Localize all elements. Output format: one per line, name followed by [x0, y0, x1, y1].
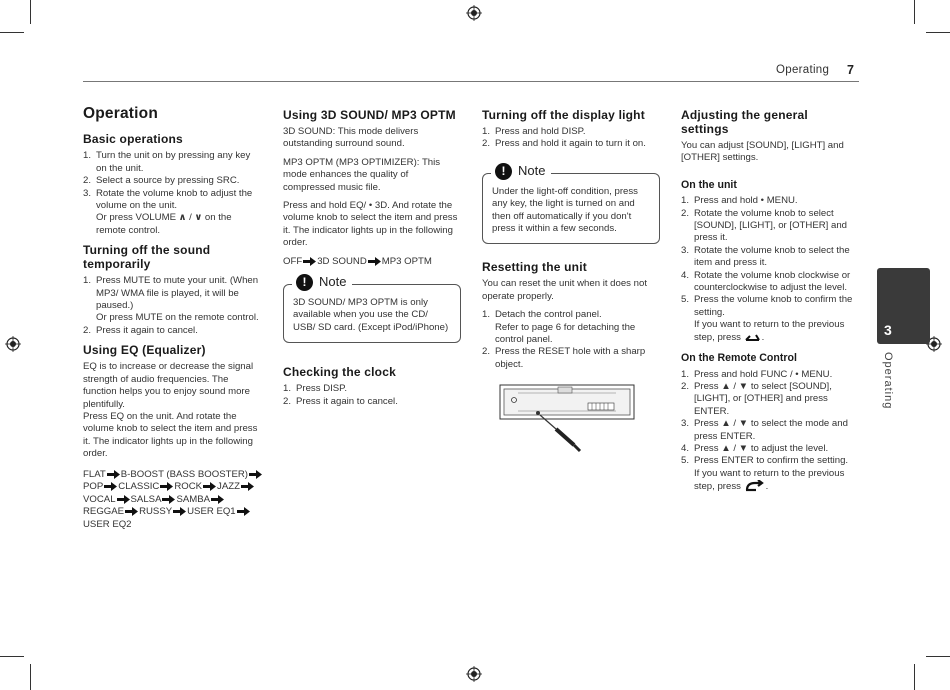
paragraph: You can reset the unit when it does not operate properly. [482, 278, 647, 302]
paragraph: Press and hold EQ/ • 3D. And rotate the volume knob to select the item and press it. The indicator lights up in the following order. [283, 200, 458, 249]
exclamation-icon: ! [296, 274, 313, 291]
crop-mark [0, 656, 24, 657]
note-header: ! Note [491, 163, 551, 180]
crop-mark [914, 664, 915, 690]
volume-down-icon: ∨ [194, 212, 203, 224]
list-item: 2. Press the RESET hole with a sharp object. [482, 346, 646, 370]
arrow-right-icon [107, 470, 120, 479]
sequence-item: SALSA [130, 493, 162, 505]
arrow-right-icon [249, 470, 262, 479]
eq-intro: EQ is to increase or decrease the signal strength of audio frequencies. The function helps you to enjoy sound more plentifully. [83, 361, 254, 410]
section-heading: Adjusting the general settings [681, 108, 808, 136]
subsection-heading: On the Remote Control [681, 352, 797, 365]
section-heading: Using EQ (Equalizer) [83, 343, 206, 358]
arrow-right-icon [117, 495, 130, 504]
arrow-right-icon [173, 507, 186, 516]
list-item: 5. Press ENTER to confirm the setting. If you want to return to the previous step, press . [681, 455, 849, 493]
on-unit-list [681, 195, 859, 344]
mute-list [83, 275, 263, 337]
arrow-right-icon [203, 482, 216, 491]
sound3d-sequence [283, 256, 461, 268]
column-3 [482, 106, 660, 460]
sequence-item: CLASSIC [118, 481, 160, 493]
chapter-tab-label: Operating [882, 352, 894, 410]
arrow-right-icon [160, 482, 173, 491]
list-item: 3. Press ▲ / ▼ to select the mode and press ENTER. [681, 418, 848, 442]
sequence-item: MP3 OPTM [381, 255, 432, 267]
sequence-item: SAMBA [176, 493, 211, 505]
list-item: 2. Press it again to cancel. [83, 324, 198, 336]
arrow-right-icon [125, 507, 138, 516]
header-rule [83, 81, 859, 82]
list-item: 5. Press the volume knob to confirm the setting. If you want to return to the previous step, press . [681, 294, 853, 343]
list-item: 3. Rotate the volume knob to select the item and press it. [681, 244, 850, 269]
exclamation-icon: ! [495, 163, 512, 180]
sequence-item: POP [83, 481, 104, 493]
note-text: Under the light-off condition, press any key, the light is turned on and then off automatically if you don't press it within a few seconds. [492, 185, 638, 235]
list-item: 2. Press ▲ / ▼ to select [SOUND], [LIGHT], or [OTHER] and press ENTER. [681, 380, 832, 417]
sequence-item: RUSSY [139, 506, 173, 518]
crop-mark [30, 0, 31, 24]
back-icon [744, 332, 762, 343]
arrow-right-icon [211, 495, 224, 504]
page-number: 7 [847, 63, 854, 77]
note-box [283, 274, 461, 343]
sequence-item: 3D SOUND [317, 255, 367, 267]
sequence-item: REGGAE [83, 506, 125, 518]
list-item: 1. Turn the unit on by pressing any key on the unit. [83, 150, 251, 174]
note-text: 3D SOUND/ MP3 OPTM is only available when you use the CD/ USB/ SD card. (Except iPod/iPhone) [293, 297, 449, 333]
section-heading: Turning off the display light [482, 108, 645, 122]
sequence-item: VOCAL [83, 493, 116, 505]
list-item: 1. Press DISP. [283, 383, 348, 395]
list-item: 1. Press and hold DISP. [482, 126, 586, 137]
volume-up-icon: ∧ [178, 212, 187, 224]
eq-sequence [83, 469, 263, 532]
section-heading: Basic operations [83, 132, 183, 147]
list-item: 4. Press ▲ / ▼ to adjust the level. [681, 442, 829, 454]
clock-list [283, 383, 461, 408]
section-heading: Turning off the sound temporarily [83, 243, 211, 272]
crop-mark [30, 664, 31, 690]
list-item: 2. Select a source by pressing SRC. [83, 175, 240, 187]
list-item: 2. Rotate the volume knob to select [SOUND], [LIGHT], or [OTHER] and press it. [681, 207, 847, 244]
registration-mark-icon [466, 5, 482, 21]
sequence-item: ROCK [174, 481, 203, 493]
note-box [482, 163, 660, 245]
chapter-tab-number: 3 [884, 322, 892, 338]
registration-mark-icon [5, 336, 21, 352]
reset-list [482, 309, 660, 371]
list-item: 2. Press it again to cancel. [283, 395, 398, 407]
list-item: 3. Rotate the volume knob to adjust the volume on the unit. Or press VOLUME ∧ / ∨ on the remote control. [83, 187, 253, 236]
arrow-right-icon [241, 482, 254, 491]
column-1 [83, 106, 263, 538]
paragraph: MP3 OPTM (MP3 OPTIMIZER): This mode enhances the quality of compressed music file. [283, 156, 441, 193]
remote-list [681, 369, 859, 494]
crop-mark [914, 0, 915, 24]
list-item: 4. Rotate the volume knob clockwise or counterclockwise to adjust the level. [681, 269, 851, 294]
list-item: 1. Press and hold FUNC / • MENU. [681, 368, 833, 380]
page-title: Operation [83, 105, 159, 122]
column-2 [283, 106, 461, 414]
list-item: 1. Press and hold • MENU. [681, 195, 798, 207]
section-heading: Checking the clock [283, 365, 396, 380]
list-item: 1. Press MUTE to mute your unit. (When MP3/ WMA file is played, it will be paused.) Or press MUTE on the remote control. [83, 275, 259, 324]
paragraph: 3D SOUND: This mode delivers outstanding surround sound. [283, 126, 419, 150]
sequence-item: USER EQ1 [187, 506, 236, 518]
eq-instructions: Press EQ on the unit. And rotate the volume knob to select the item and press it. The indicator lights up in the following order. [83, 410, 258, 460]
reset-illustration [498, 383, 638, 455]
display-list [482, 126, 660, 151]
note-header: ! Note [292, 274, 352, 291]
crop-mark [0, 32, 24, 33]
crop-mark [926, 32, 950, 33]
paragraph: You can adjust [SOUND], [LIGHT] and [OTHER] settings. [681, 140, 844, 164]
sequence-item: JAZZ [217, 481, 240, 493]
sequence-item: FLAT [83, 468, 106, 480]
section-heading: Using 3D SOUND/ MP3 OPTM [283, 108, 456, 122]
arrow-right-icon [104, 482, 117, 491]
sequence-item: OFF [283, 255, 303, 267]
arrow-right-icon [162, 495, 175, 504]
crop-mark [926, 656, 950, 657]
registration-mark-icon [466, 666, 482, 682]
arrow-right-icon [303, 257, 316, 266]
list-item: 2. Press and hold it again to turn it on. [482, 138, 646, 150]
sequence-item: USER EQ2 [83, 518, 132, 530]
basic-operations-list [83, 150, 263, 237]
subsection-heading: On the unit [681, 178, 737, 191]
list-item: 1. Detach the control panel. Refer to page 6 for detaching the control panel. [482, 309, 636, 346]
header-section-label: Operating [776, 64, 830, 76]
arrow-right-icon [368, 257, 381, 266]
column-4 [681, 106, 859, 500]
return-icon [744, 480, 766, 493]
arrow-right-icon [237, 507, 250, 516]
section-heading: Resetting the unit [482, 260, 587, 275]
sequence-item: B-BOOST (BASS BOOSTER) [120, 468, 248, 480]
